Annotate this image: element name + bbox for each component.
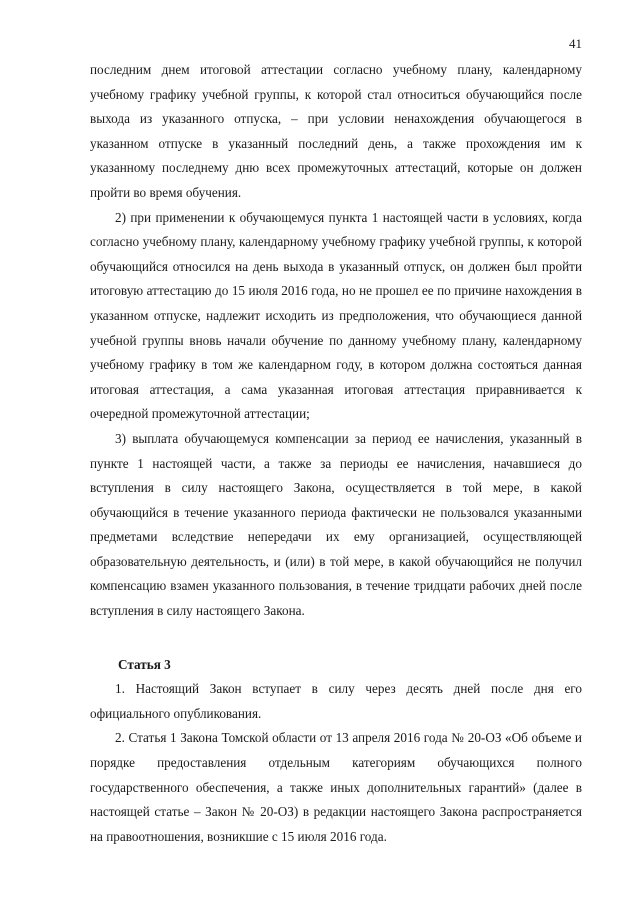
article-paragraph-2: 2. Статья 1 Закона Томской области от 13 апреля 2016 года № 20-ОЗ «Об объеме и порядке предоставления отдельным категориям обучающихся полного государственного обеспечения, а также иных дополнительных гарантий» (далее в настоящей статье – Закон № 20-ОЗ) в редакции настоящего Закона распространяется на правоотношения, возникшие с 15 июля 2016 года. — [90, 730, 582, 844]
paragraph-item-3: 3) выплата обучающемуся компенсации за период ее начисления, указанный в пункте 1 настоящей части, а также за периоды ее начисления, начавшиеся до вступления в силу настоящего Закона, осуществляется в той мере, в какой обучающийся в течение указанного периода фактически не пользовался указанными предметами вследствие непередачи их ему организацией, осуществляющей образовательную деятельность, и (или) в той мере, в какой обучающийся не получил компенсацию взамен указанного пользования, в течение тридцати рабочих дней после вступления в силу настоящего Закона. — [90, 430, 582, 619]
article-paragraph-1: 1. Настоящий Закон вступает в силу через десять дней после дня его официального опубликования. — [90, 681, 582, 721]
paragraph-continuation: последним днем итоговой аттестации согласно учебному плану, календарному учебному графику учебной группы, к которой стал относиться обучающийся после выхода из указанного отпуска, – при условии ненахождения обучающегося в указанном отпуске в указанный последний день, а также прохождения им к указанному последнему дню всех промежуточных аттестаций, которые он должен пройти во время обучения. — [90, 62, 582, 200]
document-body — [90, 58, 582, 849]
article-heading: Статья 3 — [118, 656, 171, 672]
paragraph-item-2: 2) при применении к обучающемуся пункта 1 настоящей части в условиях, когда согласно учебному плану, календарному учебному графику учебной группы, к которой обучающийся относился на день выхода в указанный отпуск, он должен был пройти итоговую аттестацию до 15 июля 2016 года, но не прошел ее по причине нахождения в указанном отпуске, надлежит исходить из предположения, что обучающиеся данной учебной группы вновь начали обучение по данному учебному плану, календарному учебному графику в том же календарном году, в котором должна состояться данная итоговая аттестация, а сама указанная итоговая аттестация приравнивается к очередной промежуточной аттестации; — [90, 209, 582, 422]
page-number: 41 — [569, 36, 582, 51]
